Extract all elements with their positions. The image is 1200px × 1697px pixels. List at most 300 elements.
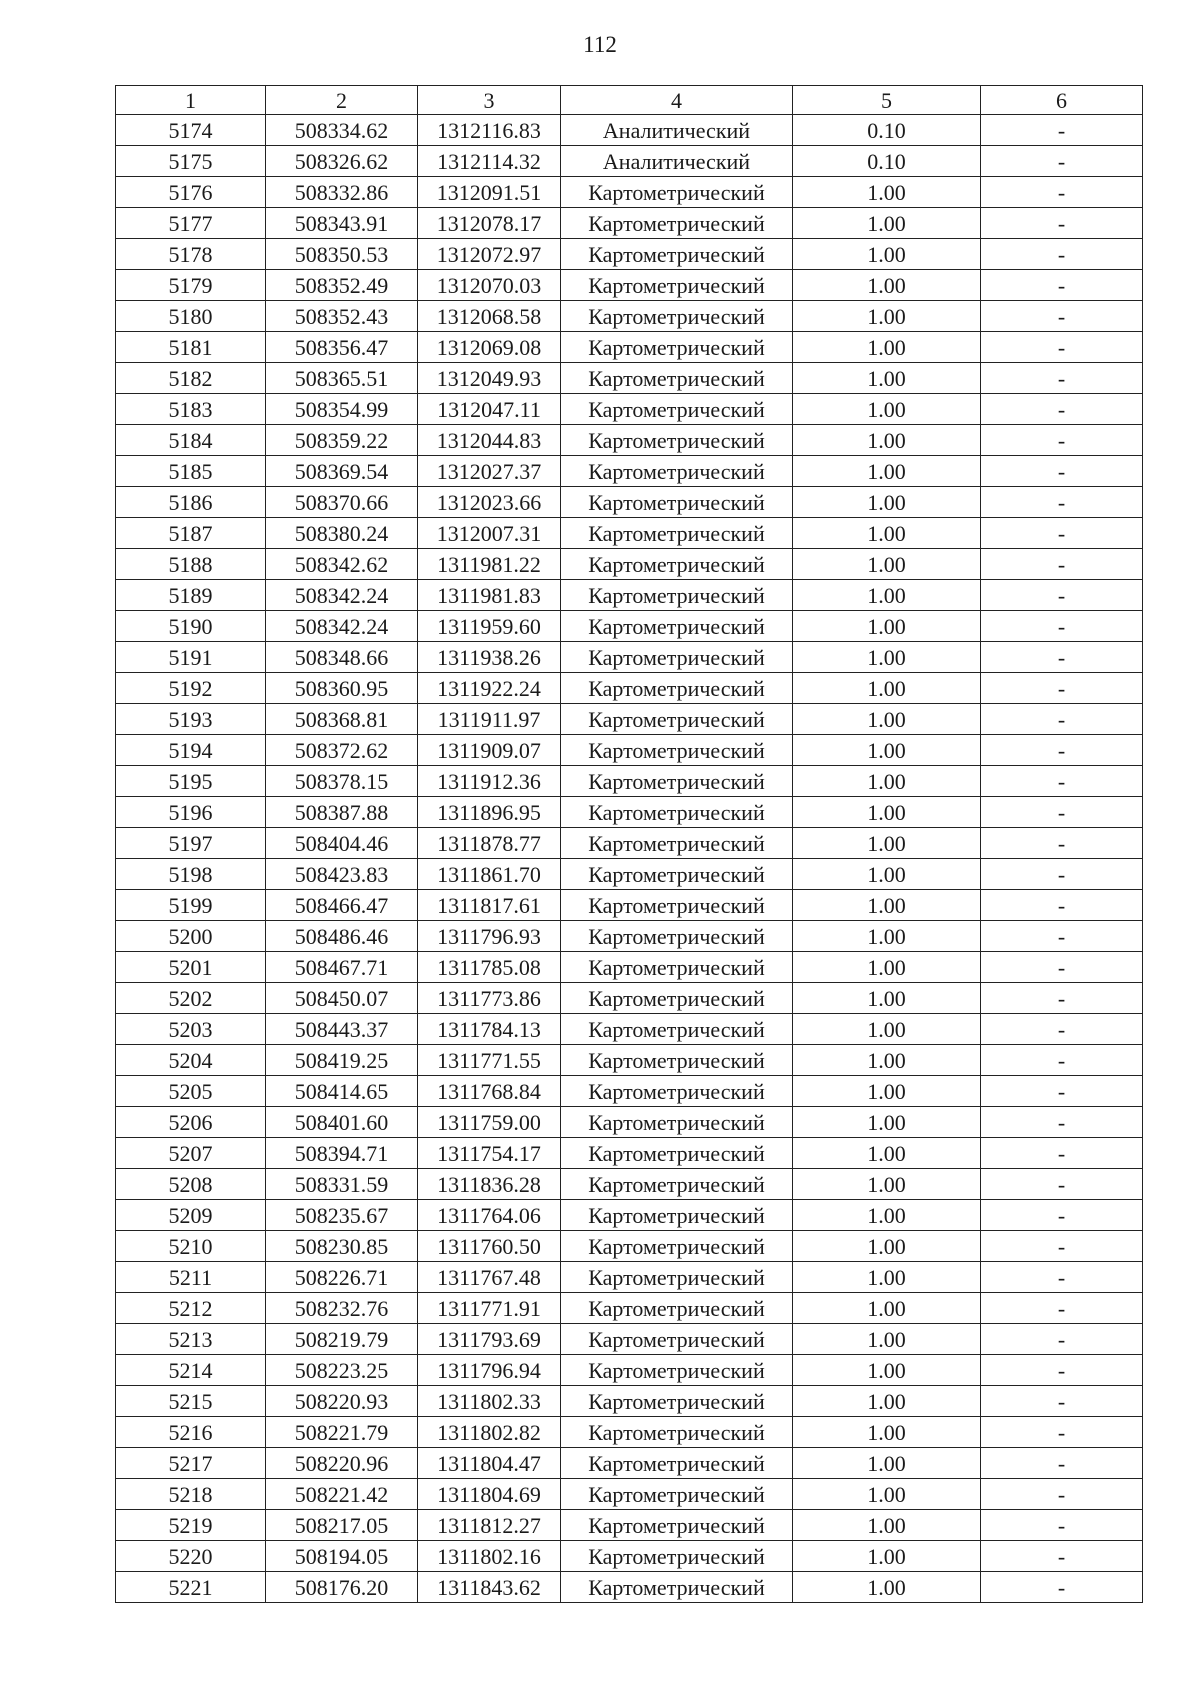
method-cell: Картометрический <box>561 642 793 673</box>
table-row <box>116 1510 1143 1541</box>
point-number-cell: 5214 <box>116 1355 266 1386</box>
accuracy-cell: 1.00 <box>793 1510 981 1541</box>
note-cell: - <box>981 456 1143 487</box>
point-number-cell: 5181 <box>116 332 266 363</box>
accuracy-cell: 1.00 <box>793 611 981 642</box>
method-cell: Картометрический <box>561 1262 793 1293</box>
point-number-cell: 5206 <box>116 1107 266 1138</box>
x-coordinate-cell: 508326.62 <box>266 146 418 177</box>
accuracy-cell: 1.00 <box>793 673 981 704</box>
note-cell: - <box>981 270 1143 301</box>
table-row <box>116 425 1143 456</box>
x-coordinate-cell: 508235.67 <box>266 1200 418 1231</box>
point-number-cell: 5202 <box>116 983 266 1014</box>
accuracy-cell: 1.00 <box>793 1169 981 1200</box>
method-cell: Картометрический <box>561 735 793 766</box>
table-row <box>116 1045 1143 1076</box>
x-coordinate-cell: 508331.59 <box>266 1169 418 1200</box>
note-cell: - <box>981 611 1143 642</box>
table-row <box>116 1386 1143 1417</box>
x-coordinate-cell: 508467.71 <box>266 952 418 983</box>
method-cell: Аналитический <box>561 146 793 177</box>
y-coordinate-cell: 1311802.82 <box>418 1417 561 1448</box>
coordinates-table <box>115 85 1143 1603</box>
method-cell: Картометрический <box>561 1076 793 1107</box>
accuracy-cell: 1.00 <box>793 1479 981 1510</box>
table-row <box>116 1076 1143 1107</box>
y-coordinate-cell: 1311843.62 <box>418 1572 561 1603</box>
point-number-cell: 5217 <box>116 1448 266 1479</box>
method-cell: Картометрический <box>561 518 793 549</box>
table-header <box>116 86 1143 115</box>
note-cell: - <box>981 1510 1143 1541</box>
point-number-cell: 5176 <box>116 177 266 208</box>
y-coordinate-cell: 1312078.17 <box>418 208 561 239</box>
note-cell: - <box>981 1169 1143 1200</box>
point-number-cell: 5194 <box>116 735 266 766</box>
note-cell: - <box>981 1045 1143 1076</box>
method-cell: Картометрический <box>561 270 793 301</box>
accuracy-cell: 1.00 <box>793 1076 981 1107</box>
method-cell: Картометрический <box>561 239 793 270</box>
point-number-cell: 5190 <box>116 611 266 642</box>
accuracy-cell: 1.00 <box>793 952 981 983</box>
note-cell: - <box>981 1448 1143 1479</box>
method-cell: Картометрический <box>561 1324 793 1355</box>
accuracy-cell: 1.00 <box>793 1324 981 1355</box>
method-cell: Аналитический <box>561 115 793 146</box>
note-cell: - <box>981 487 1143 518</box>
point-number-cell: 5197 <box>116 828 266 859</box>
x-coordinate-cell: 508356.47 <box>266 332 418 363</box>
method-cell: Картометрический <box>561 1138 793 1169</box>
y-coordinate-cell: 1312068.58 <box>418 301 561 332</box>
y-coordinate-cell: 1311771.91 <box>418 1293 561 1324</box>
method-cell: Картометрический <box>561 1293 793 1324</box>
x-coordinate-cell: 508450.07 <box>266 983 418 1014</box>
point-number-cell: 5210 <box>116 1231 266 1262</box>
y-coordinate-cell: 1312114.32 <box>418 146 561 177</box>
table-row <box>116 1262 1143 1293</box>
accuracy-cell: 1.00 <box>793 208 981 239</box>
x-coordinate-cell: 508334.62 <box>266 115 418 146</box>
accuracy-cell: 1.00 <box>793 1231 981 1262</box>
point-number-cell: 5198 <box>116 859 266 890</box>
note-cell: - <box>981 146 1143 177</box>
table-row <box>116 1200 1143 1231</box>
method-cell: Картометрический <box>561 828 793 859</box>
table-row <box>116 1479 1143 1510</box>
x-coordinate-cell: 508332.86 <box>266 177 418 208</box>
y-coordinate-cell: 1312069.08 <box>418 332 561 363</box>
y-coordinate-cell: 1311878.77 <box>418 828 561 859</box>
y-coordinate-cell: 1312047.11 <box>418 394 561 425</box>
x-coordinate-cell: 508217.05 <box>266 1510 418 1541</box>
note-cell: - <box>981 1076 1143 1107</box>
table-row <box>116 394 1143 425</box>
accuracy-cell: 1.00 <box>793 983 981 1014</box>
x-coordinate-cell: 508223.25 <box>266 1355 418 1386</box>
point-number-cell: 5185 <box>116 456 266 487</box>
method-cell: Картометрический <box>561 1231 793 1262</box>
table-row <box>116 456 1143 487</box>
x-coordinate-cell: 508368.81 <box>266 704 418 735</box>
column-header: 4 <box>561 86 793 115</box>
note-cell: - <box>981 1417 1143 1448</box>
point-number-cell: 5189 <box>116 580 266 611</box>
y-coordinate-cell: 1312007.31 <box>418 518 561 549</box>
table-row <box>116 301 1143 332</box>
accuracy-cell: 1.00 <box>793 642 981 673</box>
point-number-cell: 5219 <box>116 1510 266 1541</box>
note-cell: - <box>981 301 1143 332</box>
y-coordinate-cell: 1311785.08 <box>418 952 561 983</box>
point-number-cell: 5184 <box>116 425 266 456</box>
x-coordinate-cell: 508387.88 <box>266 797 418 828</box>
table-row <box>116 1541 1143 1572</box>
y-coordinate-cell: 1311911.97 <box>418 704 561 735</box>
note-cell: - <box>981 1479 1143 1510</box>
point-number-cell: 5183 <box>116 394 266 425</box>
note-cell: - <box>981 208 1143 239</box>
table-row <box>116 983 1143 1014</box>
point-number-cell: 5203 <box>116 1014 266 1045</box>
table-row <box>116 363 1143 394</box>
x-coordinate-cell: 508404.46 <box>266 828 418 859</box>
table-row <box>116 1169 1143 1200</box>
y-coordinate-cell: 1311817.61 <box>418 890 561 921</box>
accuracy-cell: 1.00 <box>793 549 981 580</box>
note-cell: - <box>981 1386 1143 1417</box>
table-row <box>116 766 1143 797</box>
table-row <box>116 797 1143 828</box>
x-coordinate-cell: 508221.42 <box>266 1479 418 1510</box>
y-coordinate-cell: 1311796.94 <box>418 1355 561 1386</box>
point-number-cell: 5220 <box>116 1541 266 1572</box>
table-row <box>116 1324 1143 1355</box>
note-cell: - <box>981 704 1143 735</box>
note-cell: - <box>981 332 1143 363</box>
y-coordinate-cell: 1311812.27 <box>418 1510 561 1541</box>
x-coordinate-cell: 508360.95 <box>266 673 418 704</box>
accuracy-cell: 1.00 <box>793 828 981 859</box>
page-number: 112 <box>583 32 617 57</box>
y-coordinate-cell: 1311773.86 <box>418 983 561 1014</box>
method-cell: Картометрический <box>561 1541 793 1572</box>
y-coordinate-cell: 1311922.24 <box>418 673 561 704</box>
accuracy-cell: 1.00 <box>793 921 981 952</box>
accuracy-cell: 1.00 <box>793 425 981 456</box>
y-coordinate-cell: 1311896.95 <box>418 797 561 828</box>
x-coordinate-cell: 508352.43 <box>266 301 418 332</box>
x-coordinate-cell: 508369.54 <box>266 456 418 487</box>
table-row <box>116 1417 1143 1448</box>
accuracy-cell: 1.00 <box>793 456 981 487</box>
method-cell: Картометрический <box>561 1045 793 1076</box>
accuracy-cell: 1.00 <box>793 1355 981 1386</box>
table-row <box>116 611 1143 642</box>
accuracy-cell: 1.00 <box>793 239 981 270</box>
point-number-cell: 5216 <box>116 1417 266 1448</box>
note-cell: - <box>981 1572 1143 1603</box>
note-cell: - <box>981 239 1143 270</box>
point-number-cell: 5211 <box>116 1262 266 1293</box>
y-coordinate-cell: 1312091.51 <box>418 177 561 208</box>
method-cell: Картометрический <box>561 1014 793 1045</box>
y-coordinate-cell: 1311768.84 <box>418 1076 561 1107</box>
method-cell: Картометрический <box>561 921 793 952</box>
note-cell: - <box>981 766 1143 797</box>
accuracy-cell: 1.00 <box>793 797 981 828</box>
y-coordinate-cell: 1311767.48 <box>418 1262 561 1293</box>
x-coordinate-cell: 508419.25 <box>266 1045 418 1076</box>
y-coordinate-cell: 1311804.69 <box>418 1479 561 1510</box>
method-cell: Картометрический <box>561 301 793 332</box>
note-cell: - <box>981 735 1143 766</box>
x-coordinate-cell: 508352.49 <box>266 270 418 301</box>
x-coordinate-cell: 508176.20 <box>266 1572 418 1603</box>
y-coordinate-cell: 1311981.83 <box>418 580 561 611</box>
method-cell: Картометрический <box>561 611 793 642</box>
point-number-cell: 5182 <box>116 363 266 394</box>
table-row <box>116 518 1143 549</box>
table-row <box>116 115 1143 146</box>
table-row <box>116 1355 1143 1386</box>
y-coordinate-cell: 1311771.55 <box>418 1045 561 1076</box>
note-cell: - <box>981 363 1143 394</box>
accuracy-cell: 0.10 <box>793 115 981 146</box>
y-coordinate-cell: 1311759.00 <box>418 1107 561 1138</box>
table-row <box>116 1448 1143 1479</box>
x-coordinate-cell: 508423.83 <box>266 859 418 890</box>
x-coordinate-cell: 508354.99 <box>266 394 418 425</box>
y-coordinate-cell: 1311784.13 <box>418 1014 561 1045</box>
header-row <box>116 86 1143 115</box>
method-cell: Картометрический <box>561 673 793 704</box>
point-number-cell: 5199 <box>116 890 266 921</box>
table-row <box>116 1014 1143 1045</box>
table-row <box>116 859 1143 890</box>
note-cell: - <box>981 890 1143 921</box>
y-coordinate-cell: 1312027.37 <box>418 456 561 487</box>
point-number-cell: 5179 <box>116 270 266 301</box>
note-cell: - <box>981 1293 1143 1324</box>
point-number-cell: 5208 <box>116 1169 266 1200</box>
method-cell: Картометрический <box>561 394 793 425</box>
column-header: 6 <box>981 86 1143 115</box>
method-cell: Картометрический <box>561 1107 793 1138</box>
point-number-cell: 5209 <box>116 1200 266 1231</box>
point-number-cell: 5221 <box>116 1572 266 1603</box>
point-number-cell: 5187 <box>116 518 266 549</box>
method-cell: Картометрический <box>561 766 793 797</box>
point-number-cell: 5212 <box>116 1293 266 1324</box>
method-cell: Картометрический <box>561 890 793 921</box>
x-coordinate-cell: 508486.46 <box>266 921 418 952</box>
accuracy-cell: 1.00 <box>793 1014 981 1045</box>
y-coordinate-cell: 1312044.83 <box>418 425 561 456</box>
y-coordinate-cell: 1311802.33 <box>418 1386 561 1417</box>
point-number-cell: 5195 <box>116 766 266 797</box>
method-cell: Картометрический <box>561 1479 793 1510</box>
accuracy-cell: 1.00 <box>793 1448 981 1479</box>
accuracy-cell: 1.00 <box>793 1417 981 1448</box>
method-cell: Картометрический <box>561 859 793 890</box>
x-coordinate-cell: 508359.22 <box>266 425 418 456</box>
note-cell: - <box>981 425 1143 456</box>
note-cell: - <box>981 549 1143 580</box>
note-cell: - <box>981 952 1143 983</box>
table-row <box>116 270 1143 301</box>
method-cell: Картометрический <box>561 983 793 1014</box>
accuracy-cell: 1.00 <box>793 859 981 890</box>
y-coordinate-cell: 1312116.83 <box>418 115 561 146</box>
note-cell: - <box>981 580 1143 611</box>
method-cell: Картометрический <box>561 1386 793 1417</box>
x-coordinate-cell: 508394.71 <box>266 1138 418 1169</box>
point-number-cell: 5218 <box>116 1479 266 1510</box>
table-row <box>116 735 1143 766</box>
x-coordinate-cell: 508414.65 <box>266 1076 418 1107</box>
y-coordinate-cell: 1311804.47 <box>418 1448 561 1479</box>
note-cell: - <box>981 673 1143 704</box>
y-coordinate-cell: 1311959.60 <box>418 611 561 642</box>
point-number-cell: 5201 <box>116 952 266 983</box>
table-row <box>116 828 1143 859</box>
table-row <box>116 1572 1143 1603</box>
table-row <box>116 549 1143 580</box>
table-row <box>116 239 1143 270</box>
note-cell: - <box>981 1324 1143 1355</box>
y-coordinate-cell: 1311981.22 <box>418 549 561 580</box>
table-row <box>116 1293 1143 1324</box>
method-cell: Картометрический <box>561 704 793 735</box>
method-cell: Картометрический <box>561 1448 793 1479</box>
method-cell: Картометрический <box>561 487 793 518</box>
method-cell: Картометрический <box>561 177 793 208</box>
note-cell: - <box>981 1355 1143 1386</box>
method-cell: Картометрический <box>561 797 793 828</box>
point-number-cell: 5178 <box>116 239 266 270</box>
point-number-cell: 5213 <box>116 1324 266 1355</box>
method-cell: Картометрический <box>561 549 793 580</box>
note-cell: - <box>981 177 1143 208</box>
table-row <box>116 332 1143 363</box>
y-coordinate-cell: 1311909.07 <box>418 735 561 766</box>
x-coordinate-cell: 508365.51 <box>266 363 418 394</box>
method-cell: Картометрический <box>561 1510 793 1541</box>
point-number-cell: 5188 <box>116 549 266 580</box>
accuracy-cell: 1.00 <box>793 735 981 766</box>
accuracy-cell: 1.00 <box>793 1293 981 1324</box>
y-coordinate-cell: 1311836.28 <box>418 1169 561 1200</box>
x-coordinate-cell: 508380.24 <box>266 518 418 549</box>
accuracy-cell: 1.00 <box>793 301 981 332</box>
accuracy-cell: 1.00 <box>793 1262 981 1293</box>
x-coordinate-cell: 508443.37 <box>266 1014 418 1045</box>
x-coordinate-cell: 508372.62 <box>266 735 418 766</box>
y-coordinate-cell: 1311938.26 <box>418 642 561 673</box>
point-number-cell: 5175 <box>116 146 266 177</box>
x-coordinate-cell: 508342.24 <box>266 580 418 611</box>
table-row <box>116 673 1143 704</box>
y-coordinate-cell: 1312072.97 <box>418 239 561 270</box>
method-cell: Картометрический <box>561 425 793 456</box>
table-row <box>116 642 1143 673</box>
accuracy-cell: 1.00 <box>793 1541 981 1572</box>
method-cell: Картометрический <box>561 1417 793 1448</box>
note-cell: - <box>981 642 1143 673</box>
table-row <box>116 1138 1143 1169</box>
table-row <box>116 890 1143 921</box>
table-row <box>116 146 1143 177</box>
table-row <box>116 177 1143 208</box>
accuracy-cell: 1.00 <box>793 1386 981 1417</box>
note-cell: - <box>981 1262 1143 1293</box>
x-coordinate-cell: 508342.62 <box>266 549 418 580</box>
column-header: 2 <box>266 86 418 115</box>
table-row <box>116 580 1143 611</box>
y-coordinate-cell: 1312049.93 <box>418 363 561 394</box>
y-coordinate-cell: 1311764.06 <box>418 1200 561 1231</box>
point-number-cell: 5186 <box>116 487 266 518</box>
point-number-cell: 5174 <box>116 115 266 146</box>
note-cell: - <box>981 115 1143 146</box>
point-number-cell: 5180 <box>116 301 266 332</box>
point-number-cell: 5191 <box>116 642 266 673</box>
method-cell: Картометрический <box>561 952 793 983</box>
x-coordinate-cell: 508342.24 <box>266 611 418 642</box>
x-coordinate-cell: 508230.85 <box>266 1231 418 1262</box>
point-number-cell: 5207 <box>116 1138 266 1169</box>
column-header: 1 <box>116 86 266 115</box>
note-cell: - <box>981 1200 1143 1231</box>
y-coordinate-cell: 1311796.93 <box>418 921 561 952</box>
point-number-cell: 5200 <box>116 921 266 952</box>
accuracy-cell: 1.00 <box>793 518 981 549</box>
accuracy-cell: 1.00 <box>793 177 981 208</box>
x-coordinate-cell: 508343.91 <box>266 208 418 239</box>
method-cell: Картометрический <box>561 1355 793 1386</box>
y-coordinate-cell: 1312070.03 <box>418 270 561 301</box>
table-row <box>116 1231 1143 1262</box>
x-coordinate-cell: 508220.96 <box>266 1448 418 1479</box>
x-coordinate-cell: 508350.53 <box>266 239 418 270</box>
note-cell: - <box>981 394 1143 425</box>
y-coordinate-cell: 1312023.66 <box>418 487 561 518</box>
x-coordinate-cell: 508401.60 <box>266 1107 418 1138</box>
method-cell: Картометрический <box>561 456 793 487</box>
method-cell: Картометрический <box>561 1169 793 1200</box>
note-cell: - <box>981 859 1143 890</box>
x-coordinate-cell: 508232.76 <box>266 1293 418 1324</box>
method-cell: Картометрический <box>561 332 793 363</box>
note-cell: - <box>981 797 1143 828</box>
note-cell: - <box>981 518 1143 549</box>
accuracy-cell: 1.00 <box>793 1200 981 1231</box>
accuracy-cell: 1.00 <box>793 363 981 394</box>
column-header: 5 <box>793 86 981 115</box>
x-coordinate-cell: 508221.79 <box>266 1417 418 1448</box>
point-number-cell: 5215 <box>116 1386 266 1417</box>
point-number-cell: 5196 <box>116 797 266 828</box>
accuracy-cell: 1.00 <box>793 704 981 735</box>
accuracy-cell: 1.00 <box>793 766 981 797</box>
accuracy-cell: 1.00 <box>793 580 981 611</box>
note-cell: - <box>981 1231 1143 1262</box>
note-cell: - <box>981 983 1143 1014</box>
table-row <box>116 952 1143 983</box>
